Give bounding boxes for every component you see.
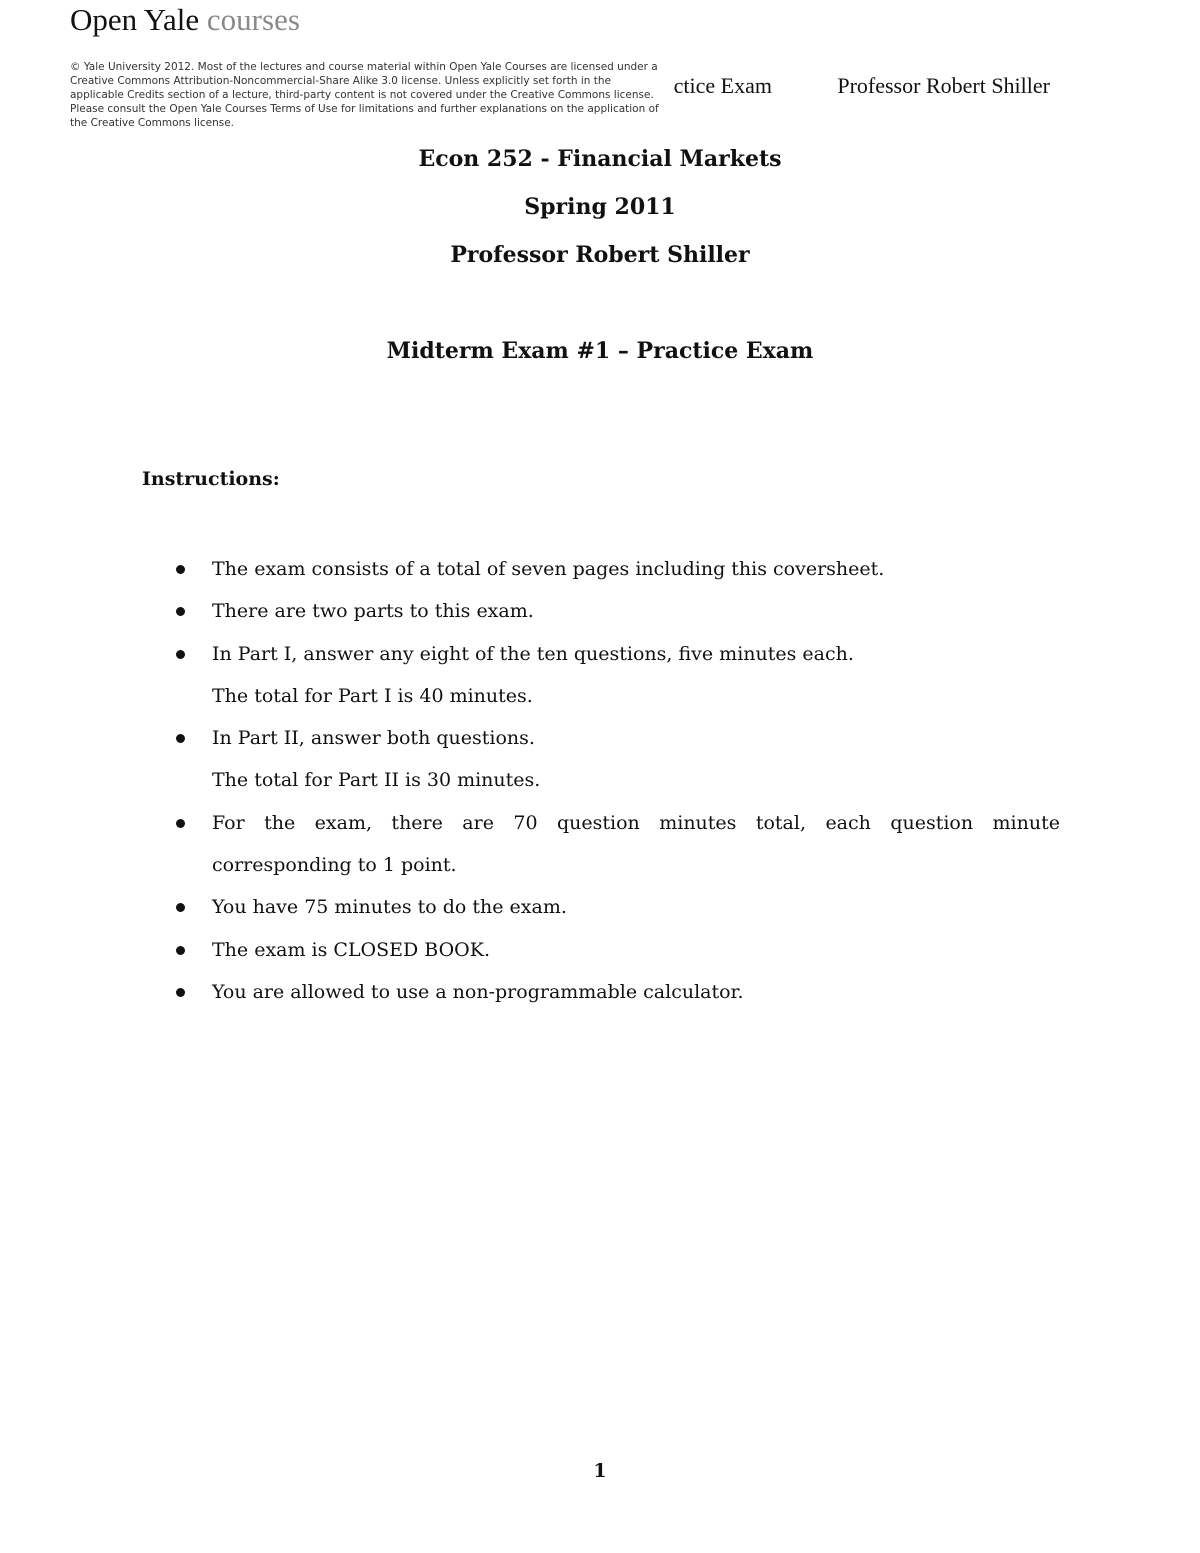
instruction-text: In Part I, answer any eight of the ten questions, five minutes each. [212,642,854,665]
instruction-text: The exam consists of a total of seven pages including this coversheet. [212,558,885,580]
instruction-text: You have 75 minutes to do the exam. [212,896,567,919]
instruction-text: In Part II, answer both questions. [212,727,535,750]
instructions-list [172,548,1060,1013]
bullet-icon [176,946,185,955]
bullet-icon [176,988,185,997]
page-number: 1 [593,1460,607,1482]
bullet-icon [176,903,185,912]
bullet-icon [176,650,185,659]
term: Spring 2011 [524,194,676,220]
bullet-icon [176,734,185,743]
logo-sub-text: courses [206,2,300,37]
bullet-icon [176,819,185,828]
license-notice: © Yale University 2012. Most of the lectures and course material within Open Yale Courses are licensed under a Creative Commons Attribution-Noncommercial-Share Alike 3.0 license. Unless explicitly set forth in the applicable Credits section of a lecture, third-party content is not covered under the Creative Commons license. Please consult the Open Yale Courses Terms of Use for limitations and further explanations on the application of the Creative Commons license. [70,60,662,132]
instruction-item [172,590,1060,632]
logo-main-text: Open Yale [70,2,200,37]
instruction-text: There are two parts to this exam. [212,600,534,623]
course-title: Econ 252 - Financial Markets [418,146,782,172]
instruction-text-continued: The total for Part II is 30 minutes. [212,769,541,792]
instruction-item [172,717,1060,802]
bullet-icon [176,565,185,574]
instructions-heading: Instructions: [142,468,280,490]
instruction-text-continued: corresponding to 1 point. [212,854,457,877]
instruction-item [172,633,1060,718]
bullet-icon [176,607,185,616]
professor-name: Professor Robert Shiller [450,242,750,268]
instruction-text: For the exam, there are 70 question minutes total, each question minute [212,811,1060,834]
instruction-item [172,802,1060,887]
instruction-item [172,929,1060,971]
instruction-item [172,886,1060,928]
open-yale-courses-logo [70,0,300,40]
instruction-text-continued: The total for Part I is 40 minutes. [212,684,533,707]
exam-title: Midterm Exam #1 – Practice Exam [386,338,814,364]
running-header-exam: ctice Exam [673,73,772,98]
instruction-item [172,971,1060,1013]
running-header-professor: Professor Robert Shiller [837,73,1050,98]
instruction-text: The exam is CLOSED BOOK. [212,938,490,961]
instruction-item [172,548,1060,590]
instruction-text: You are allowed to use a non-programmable calculator. [212,980,744,1003]
